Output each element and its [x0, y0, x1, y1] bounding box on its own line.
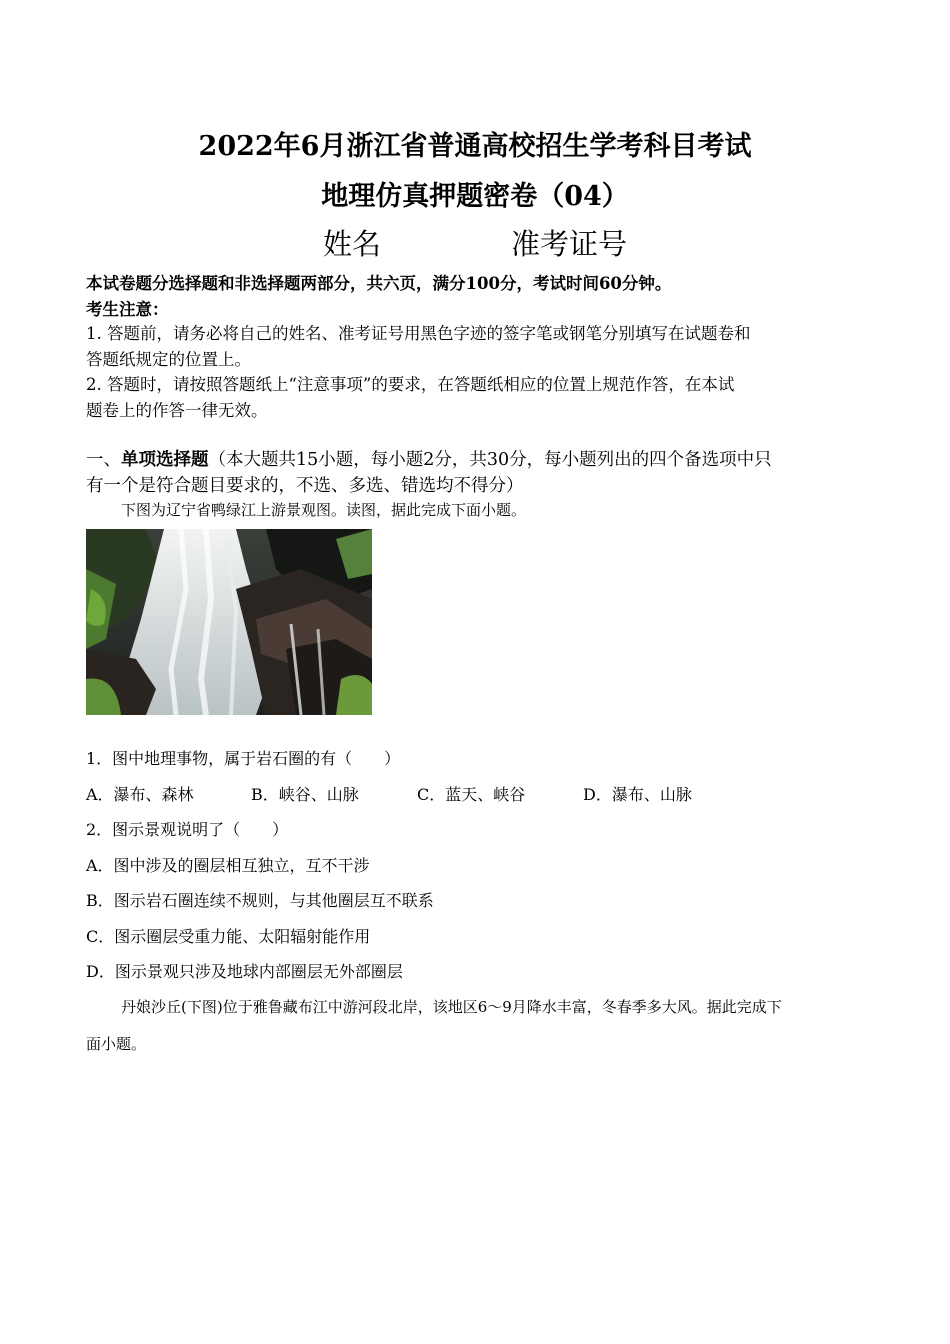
question-stem-1: 下图为辽宁省鸭绿江上游景观图。读图，据此完成下面小题。 [121, 501, 527, 519]
notice-2-line-2: 题卷上的作答一律无效。 [86, 401, 268, 420]
section-1-desc-line-2: 有一个是符合题目要求的，不选、多选、错选均不得分） [86, 476, 524, 496]
candidate-info [0, 222, 950, 263]
notice-1-line-1: 1. 答题前，请务必将自己的姓名、准考证号用黑色字迹的签字笔或钢笔分别填写在试题卷和 [86, 324, 751, 343]
page-subtitle: 地理仿真押题密卷（04） [321, 181, 629, 212]
notice-1-line-2: 答题纸规定的位置上。 [86, 350, 251, 369]
name-label: 姓名 [322, 227, 381, 261]
question-2-option-a: A．图中涉及的圈层相互独立，互不干涉 [86, 856, 370, 875]
section-1-desc: （本大题共15小题，每小题2分，共30分，每小题列出的四个备选项中只 [208, 450, 772, 470]
question-2-text: 2．图示景观说明了（ ） [86, 820, 289, 839]
question-1-text: 1．图中地理事物，属于岩石圈的有（ ） [86, 749, 401, 768]
notice-2-line-1: 2. 答题时，请按照答题纸上“注意事项”的要求，在答题纸相应的位置上规范作答，在本试 [86, 375, 735, 394]
question-2-option-d: D．图示景观只涉及地球内部圈层无外部圈层 [86, 962, 403, 981]
page-title: 2022年6月浙江省普通高校招生学考科目考试 [198, 131, 752, 162]
question-2-option-c: C．图示圈层受重力能、太阳辐射能作用 [86, 927, 371, 946]
section-1-prefix: 一、 [86, 450, 121, 470]
question-1-option-a: A．瀑布、森林 [86, 785, 194, 804]
exam-summary: 本试卷题分选择题和非选择题两部分，共六页，满分100分，考试时间60分钟。 [86, 274, 672, 293]
waterfall-photo [86, 529, 372, 715]
section-1-heading [86, 446, 772, 471]
question-2-option-b: B．图示岩石圈连续不规则，与其他圈层互不联系 [86, 891, 434, 910]
question-1-option-d: D．瀑布、山脉 [583, 785, 692, 804]
section-1-name: 单项选择题 [121, 450, 209, 470]
question-stem-2-line-1: 丹娘沙丘(下图)位于雅鲁藏布江中游河段北岸，该地区6～9月降水丰富，冬春季多大风。据此完成下 [121, 998, 782, 1016]
notice-heading: 考生注意： [86, 300, 169, 319]
question-1-option-b: B．峡谷、山脉 [251, 785, 359, 804]
question-1-option-c: C．蓝天、峡谷 [417, 785, 526, 804]
exam-id-label: 准考证号 [511, 227, 628, 261]
question-stem-2-line-2: 面小题。 [86, 1035, 147, 1053]
